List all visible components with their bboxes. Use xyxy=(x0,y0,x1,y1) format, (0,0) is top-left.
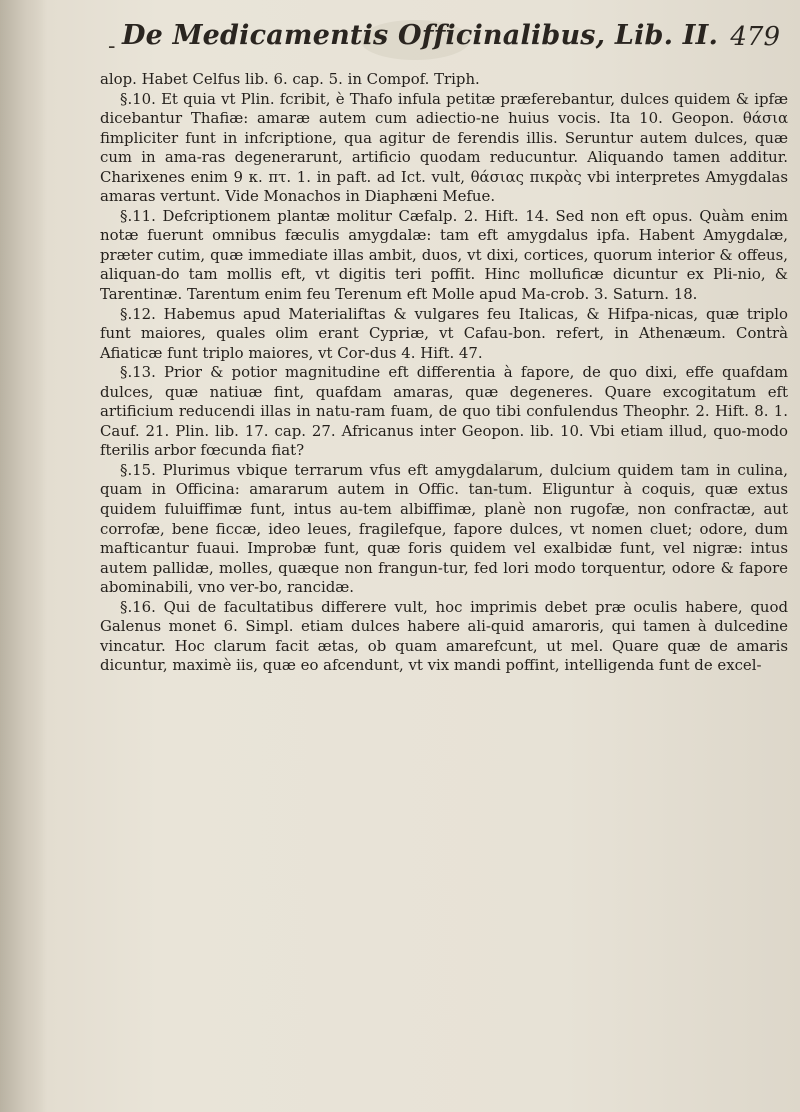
running-title: De Medicamentis Officinalibus, Lib. II. xyxy=(122,20,719,51)
section-12: §.12. Habemus apud Materialiftas & vulgares feu Italicas, & Hifpa-nicas, quæ triplo funt maiores, quales olim erant Cypriæ, vt Cafau-bon. refert, in Athenæum. Contrà Afiaticæ funt triplo maiores, vt Cor-dus 4. Hift. 47. xyxy=(100,304,788,362)
section-11: §.11. Defcriptionem plantæ molitur Cæfalp. 2. Hift. 14. Sed non eft opus. Quàm enim notæ fuerunt omnibus fæculis amygdalæ: tam eft amygdalus ipfa. Habent Amygdalæ, præter cutim, quæ immediate illas ambit, duos, vt dixi, cortices, quorum interior & offeus, aliquan-do tam mollis eft, vt digitis teri poffit. Hinc molluficæ dicuntur ex Pli-nio, & Tarentinæ. Tarentum enim feu Terenum eft Molle apud Ma-crob. 3. Saturn. 18. xyxy=(100,206,788,304)
page-number: 479 xyxy=(730,22,780,52)
section-13: §.13. Prior & potior magnitudine eft differentia à fapore, de quo dixi, effe quafdam dulces, quæ natiuæ fint, quafdam amaras, quæ degeneres. Quare excogitatum eft artificium reducendi illas in natu-ram fuam, de quo tibi confulendus Theophr. 2. Hift. 8. 1. Cauf. 21. Plin. lib. 17. cap. 27. Africanus inter Geopon. lib. 10. Vbi etiam illud, quo-modo fterilis arbor fœcunda fiat? xyxy=(100,363,788,460)
header-dash: - xyxy=(108,34,116,59)
body-text xyxy=(100,70,788,676)
page-header xyxy=(90,14,780,64)
section-15: §.15. Plurimus vbique terrarum vfus eft amygdalarum, dulcium quidem tam in culina, quam in Officina: amararum autem in Offic. tan-tum. Eliguntur à coquis, quæ extus quidem fuluiffimæ funt, intus au-tem albiffimæ, planè non rugofæ, non confractæ, aut corrofæ, bene ficcæ, ideo leues, fragilefque, fapore dulces, vt nomen cluet; odore, dum mafticantur fuaui. Improbæ funt, quæ foris quidem vel exalbidæ funt, vel nigræ: intus autem pallidæ, molles, quæque non frangun-tur, fed lori modo torquentur, odore & fapore abominabili, vno ver-bo, rancidæ. xyxy=(100,460,788,597)
section-16: §.16. Qui de facultatibus differere vult, hoc imprimis debet præ oculis habere, quod Galenus monet 6. Simpl. etiam dulces habere ali-quid amaroris, qui tamen à dulcedine vincatur. Hoc clarum facit ætas, ob quam amarefcunt, ut mel. Quare quæ de amaris dicuntur, maximè iis, quæ eo afcendunt, vt vix mandi poffint, intelligenda funt de excel- xyxy=(100,597,788,675)
section-10: §.10. Et quia vt Plin. fcribit, è Thafo infula petitæ præferebantur, dulces quidem & ipfæ dicebantur Thafiæ: amaræ autem cum adiectio-ne huius vocis. Ita 10. Geopon. θάσια fimpliciter funt in infcriptione, qua agitur de ferendis illis. Seruntur autem dulces, quæ cum in ama-ras degenerarunt, artificio quodam reducuntur. Aliquando tamen additur. Charixenes enim 9 κ. πτ. 1. in paft. ad Ict. vult, θάσιας πικρὰς vbi interpretes Amygdalas amaras vertunt. Vide Monachos in Diaphæni Mefue. xyxy=(100,89,788,206)
paragraph-continuation: alop. Habet Celfus lib. 6. cap. 5. in Compof. Triph. xyxy=(100,70,480,88)
